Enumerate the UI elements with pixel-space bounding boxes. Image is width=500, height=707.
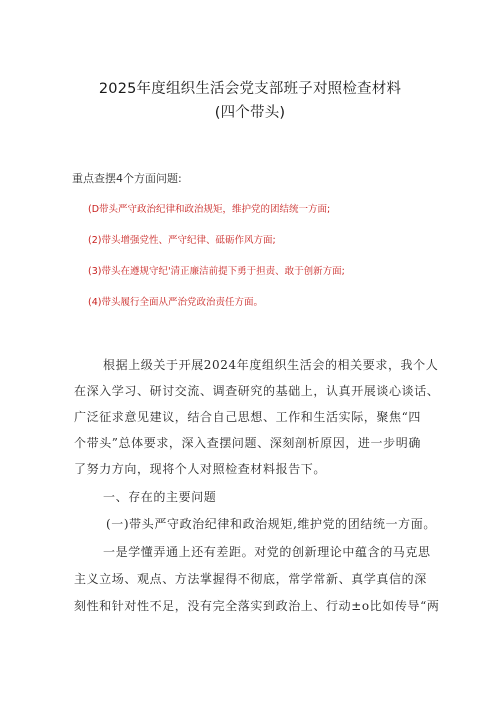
body-paragraph-line: 刻性和针对性不足，没有完全落实到政治上、行动±o比如传导“两 [74,599,440,613]
focus-item: (4)带头履行全面从严治党政治责任方面。 [88,297,263,308]
subsection-heading: (一)带头严守政治纪律和政治规矩,维护党的团结统一方面。 [106,517,436,531]
body-paragraph-line: 在深入学习、研讨交流、调查研究的基础上，认真开展谈心谈话、 [74,384,440,398]
document-title: 2025年度组织生活会党支部班子对照检查材料 [98,81,402,97]
focus-item: (D带头严守政治纪律和政治规矩，维护党的团结统一方面; [88,204,331,215]
body-paragraph-line: 根据上级关于开展2024年度组织生活会的相关要求，我个人 [103,358,439,372]
focus-item: (3)带头在遵规守纪'清正廉洁前提下勇于担责、敢于创新方面; [88,266,345,277]
body-paragraph-line: 个带头”总体要求，深入查摆问题、深刻剖析原因，进一步明确 [74,436,421,450]
document-subtitle: (四个带头) [214,105,286,121]
focus-item: (2)带头增强党性、严守纪律、砥砺作风方面; [88,235,276,246]
body-paragraph-line: 广泛征求意见建议，结合自己思想、工作和生活实际，聚焦“四 [74,410,421,424]
body-paragraph-line: 了努力方向，现将个人对照检查材料报告下。 [74,462,327,476]
body-paragraph-line: 一是学懂弄通上还有差距。对党的创新理论中蕴含的马克思 [103,545,431,559]
section-heading: 一、存在的主要问题 [103,490,217,504]
body-paragraph-line: 主义立场、观点、方法掌握得不彻底，常学常新、真学真信的深 [74,572,427,586]
focus-intro: 重点查摆4个方面问题: [72,172,182,185]
